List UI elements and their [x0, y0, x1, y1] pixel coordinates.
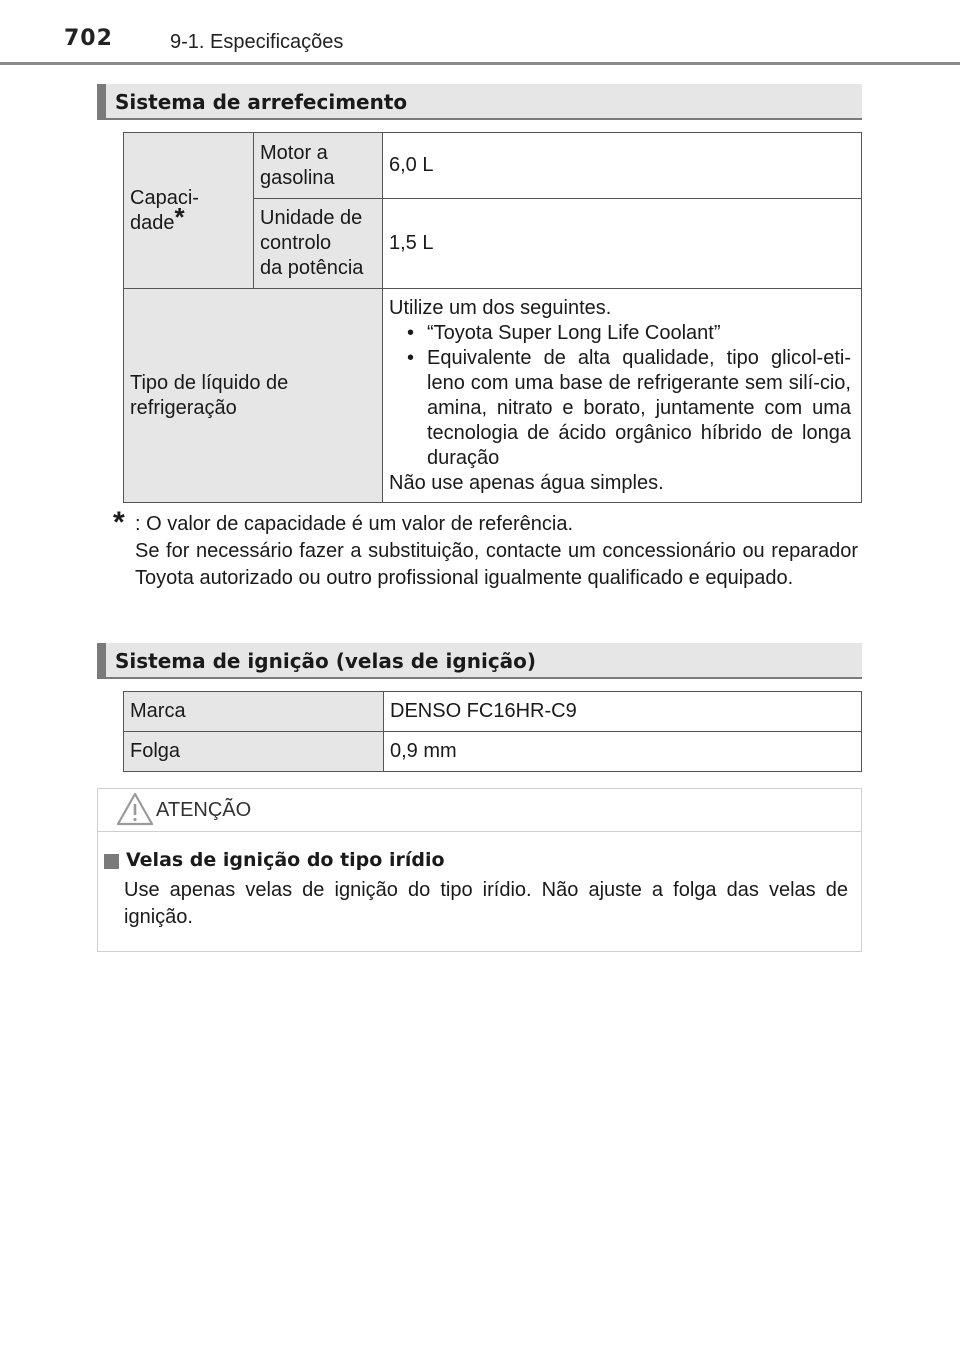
coolant-note: Não use apenas água simples. — [389, 471, 664, 494]
warning-box — [97, 788, 862, 952]
header-rule — [0, 62, 960, 65]
warning-header — [98, 789, 861, 832]
ignition-section-title: Sistema de ignição (velas de ignição) — [115, 649, 537, 673]
square-bullet-icon — [104, 854, 119, 869]
coolant-value-cell — [383, 289, 862, 503]
cooling-section-title: Sistema de arrefecimento — [115, 90, 408, 114]
ignition-table — [123, 691, 862, 772]
ignition-gap-value: 0,9 mm — [384, 732, 862, 772]
warning-triangle-icon — [116, 791, 154, 827]
footnote-line-2: Se for necessário fazer a substituição, contacte um concessionário ou reparador Toyota autorizado ou outro profissional igualmente qualificado e equipado. — [135, 540, 858, 589]
warning-subtitle: Velas de ignição do tipo irídio — [126, 849, 445, 871]
capacity-label-cell — [124, 133, 254, 289]
table-row — [124, 732, 862, 772]
section-label: 9-1. Especificações — [170, 31, 344, 53]
warning-text: Use apenas velas de ignição do tipo irídio. Não ajuste a folga das velas de ignição. — [124, 879, 848, 928]
gasoline-value-cell — [383, 133, 862, 199]
ignition-gap-label: Folga — [124, 732, 384, 772]
coolant-label: Tipo de líquido de refrigeração — [130, 371, 289, 419]
coolant-label-cell — [124, 289, 383, 503]
pcu-label-cell — [254, 199, 383, 289]
pcu-value-cell — [383, 199, 862, 289]
warning-label: ATENÇÃO — [156, 799, 252, 821]
ignition-section-bar — [97, 643, 862, 679]
pcu-label: Unidade de controlo da potência — [260, 207, 364, 279]
capacity-label: Capaci- dade — [130, 186, 199, 234]
ignition-brand-label: Marca — [124, 692, 384, 732]
page-number: 702 — [64, 26, 113, 51]
gasoline-value: 6,0 L — [389, 154, 434, 176]
footnote-line-1: : O valor de capacidade é um valor de referência. — [135, 513, 574, 535]
cooling-section-bar — [97, 84, 862, 120]
gasoline-label: Motor a gasolina — [260, 141, 335, 189]
capacity-footnote — [113, 506, 858, 592]
capacity-footnote-mark: * — [174, 201, 185, 232]
cooling-table — [123, 132, 862, 503]
table-row — [124, 692, 862, 732]
footnote-mark: * — [113, 506, 125, 539]
pcu-value: 1,5 L — [389, 232, 434, 254]
gasoline-label-cell — [254, 133, 383, 199]
coolant-option: • “Toyota Super Long Life Coolant” — [389, 321, 851, 346]
page-header — [0, 0, 960, 68]
coolant-options-list — [389, 321, 851, 471]
coolant-intro: Utilize um dos seguintes. — [389, 296, 612, 319]
ignition-brand-value: DENSO FC16HR-C9 — [384, 692, 862, 732]
coolant-option: • Equivalente de alta qualidade, tipo glicol-eti-leno com uma base de refrigerante sem silí-cio, amina, nitrato e borato, juntamente com uma tecnologia de ácido orgânico híbrido de longa duração — [389, 346, 851, 471]
